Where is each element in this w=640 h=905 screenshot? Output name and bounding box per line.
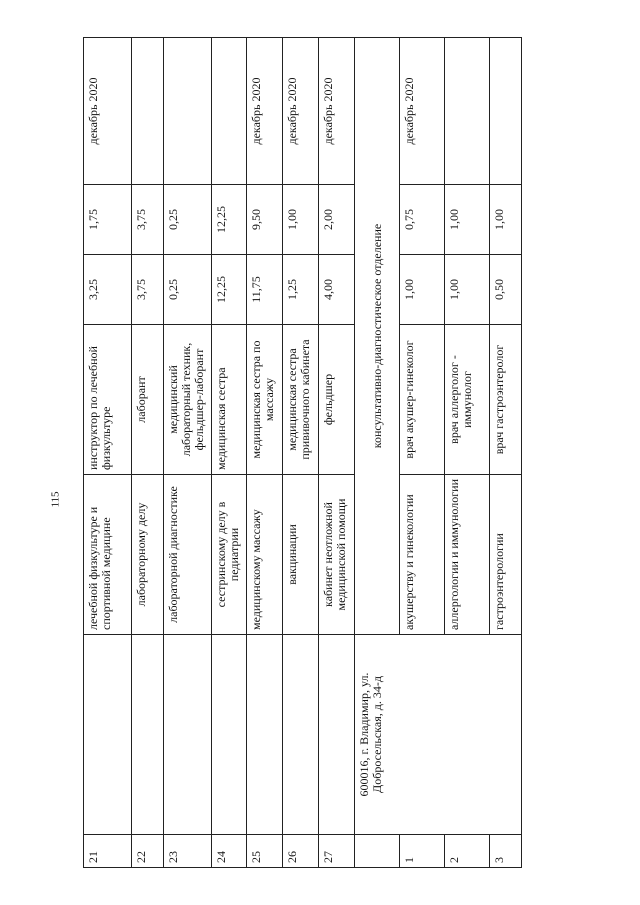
position-cell: медицинская сестра прививочного кабинета (283, 325, 319, 475)
address-cell (283, 635, 319, 835)
occupied-cell: 1,75 (84, 185, 132, 255)
date-cell (490, 38, 522, 185)
table-row (132, 38, 164, 868)
row-number: 24 (212, 835, 247, 868)
occupied-cell: 9,50 (247, 185, 283, 255)
occupied-cell: 0,25 (164, 185, 212, 255)
date-cell: декабрь 2020 (247, 38, 283, 185)
row-number (355, 835, 400, 868)
service-cell: сестринскому делу в педиатрии (212, 475, 247, 635)
staff-table (83, 37, 522, 868)
occupied-cell: 12,25 (212, 185, 247, 255)
staff-cell: 3,25 (84, 255, 132, 325)
address-cell (247, 635, 283, 835)
date-cell (132, 38, 164, 185)
service-cell: лечебной физкультуре и спортивной медицине (84, 475, 132, 635)
rotated-table-container (83, 38, 528, 868)
occupied-cell: 1,00 (490, 185, 522, 255)
position-cell: медицинский лабораторный техник, фельдшер-лаборант (164, 325, 212, 475)
staff-cell: 1,00 (445, 255, 490, 325)
position-cell: врач акушер-гинеколог (400, 325, 445, 475)
table-row (212, 38, 247, 868)
date-cell: декабрь 2020 (400, 38, 445, 185)
occupied-cell: 0,75 (400, 185, 445, 255)
service-cell: вакцинации (283, 475, 319, 635)
service-cell: акушерству и гинекологии (400, 475, 445, 635)
staff-cell: 11,75 (247, 255, 283, 325)
row-number: 3 (490, 835, 522, 868)
table-row (247, 38, 283, 868)
service-cell: аллергологии и иммунологии (445, 475, 490, 635)
position-cell: врач аллерголог - иммунолог (445, 325, 490, 475)
table-row (84, 38, 132, 868)
occupied-cell: 2,00 (319, 185, 355, 255)
table-row (319, 38, 355, 868)
position-cell: врач гастроэнтеролог (490, 325, 522, 475)
row-number: 23 (164, 835, 212, 868)
staff-cell: 12,25 (212, 255, 247, 325)
table-row (164, 38, 212, 868)
service-cell: кабинет неотложной медицинской помощи (319, 475, 355, 635)
staff-cell: 3,75 (132, 255, 164, 325)
date-cell: декабрь 2020 (84, 38, 132, 185)
date-cell (164, 38, 212, 185)
row-number: 2 (445, 835, 490, 868)
section-row (355, 38, 400, 868)
address-cell: 600016, г. Владимир, ул. Добросельская, д. 34-д (355, 635, 522, 835)
section-title: консультативно-диагностическое отделение (355, 38, 400, 635)
position-cell: инструктор по лечебной физкультуре (84, 325, 132, 475)
row-number: 25 (247, 835, 283, 868)
date-cell (212, 38, 247, 185)
service-cell: медицинскому массажу (247, 475, 283, 635)
occupied-cell: 1,00 (445, 185, 490, 255)
address-cell (319, 635, 355, 835)
staff-cell: 0,25 (164, 255, 212, 325)
row-number: 21 (84, 835, 132, 868)
staff-cell: 0,50 (490, 255, 522, 325)
row-number: 27 (319, 835, 355, 868)
table-row (283, 38, 319, 868)
address-cell (132, 635, 164, 835)
service-cell: лабораторной диагностике (164, 475, 212, 635)
staff-cell: 4,00 (319, 255, 355, 325)
service-cell: гастроэнтерологии (490, 475, 522, 635)
occupied-cell: 1,00 (283, 185, 319, 255)
date-cell: декабрь 2020 (283, 38, 319, 185)
position-cell: лаборант (132, 325, 164, 475)
staff-cell: 1,25 (283, 255, 319, 325)
date-cell (445, 38, 490, 185)
position-cell: фельдшер (319, 325, 355, 475)
address-cell (84, 635, 132, 835)
address-cell (212, 635, 247, 835)
page-number: 115 (49, 491, 62, 508)
address-cell (164, 635, 212, 835)
service-cell: лабораторному делу (132, 475, 164, 635)
row-number: 26 (283, 835, 319, 868)
row-number: 1 (400, 835, 445, 868)
staff-cell: 1,00 (400, 255, 445, 325)
position-cell: медицинская сестра (212, 325, 247, 475)
row-number: 22 (132, 835, 164, 868)
date-cell: декабрь 2020 (319, 38, 355, 185)
occupied-cell: 3,75 (132, 185, 164, 255)
position-cell: медицинская сестра по массажу (247, 325, 283, 475)
